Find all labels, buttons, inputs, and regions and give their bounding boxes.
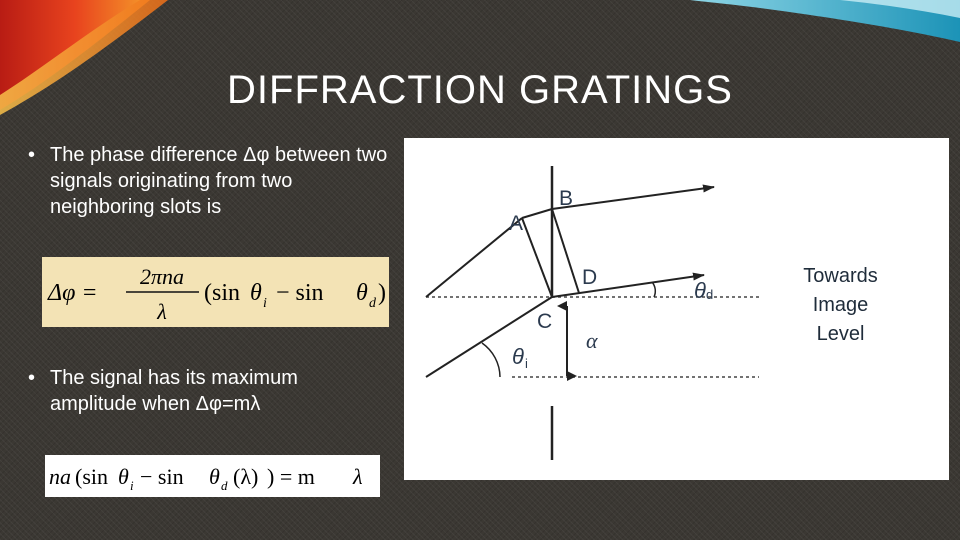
eq1-numerator: 2πna xyxy=(139,264,185,289)
eq1-theta-d: θ xyxy=(356,280,368,306)
label-b: B xyxy=(559,187,574,210)
eq2-close: ) = m xyxy=(267,464,315,489)
line-a-to-c xyxy=(522,218,552,297)
eq2-lambda: λ xyxy=(353,464,363,489)
incident-ray-upper xyxy=(426,218,522,297)
eq2-open: (sin xyxy=(75,464,108,489)
line-b-to-d xyxy=(552,209,579,293)
slide-title: DIFFRACTION GRATINGS xyxy=(227,68,733,112)
eq1-theta-i: θ xyxy=(250,280,262,306)
eq2-theta-i: θ xyxy=(118,464,129,489)
eq1-denominator: λ xyxy=(157,299,167,324)
ray-segment-a-to-b xyxy=(522,209,552,218)
eq2-theta-d: θ xyxy=(209,464,220,489)
theta-d-arc xyxy=(652,282,655,297)
towards-line-3: Level xyxy=(816,323,865,345)
eq2-minus-sin: − sin xyxy=(140,464,184,489)
bullet-maximum-amplitude-text: The signal has its maximum amplitude when Δφ=mλ xyxy=(50,367,298,415)
diffracted-ray-upper xyxy=(552,187,714,209)
eq1-lhs: Δφ = xyxy=(48,280,98,306)
incident-ray-lower xyxy=(426,297,552,377)
eq2-sub-i: i xyxy=(130,478,134,493)
theta-i-arc xyxy=(482,343,500,377)
eq1-sub-i: i xyxy=(263,296,267,311)
eq2-prefix: na xyxy=(49,464,71,489)
bullet-marker: • xyxy=(28,144,36,166)
bullet-marker: • xyxy=(28,367,36,389)
eq2-sub-d: d xyxy=(221,478,228,493)
label-d: D xyxy=(582,266,598,289)
towards-line-1: Towards xyxy=(803,265,878,287)
label-theta-d: θ xyxy=(694,278,706,303)
label-theta-d-sub: d xyxy=(706,287,714,302)
eq2-lambda-part: (λ) xyxy=(233,464,259,489)
label-theta-i: θ xyxy=(512,344,524,369)
bullet-phase-difference xyxy=(28,142,390,220)
eq1-sub-d: d xyxy=(369,296,376,311)
eq1-minus-sin: − sin xyxy=(276,280,324,306)
label-alpha: α xyxy=(586,328,598,353)
phase-difference-equation xyxy=(42,257,389,327)
label-theta-i-sub: i xyxy=(525,356,528,371)
phase-difference-equation-svg xyxy=(42,257,389,327)
eq1-close: ) xyxy=(378,280,386,306)
towards-image-level-label xyxy=(783,262,898,349)
label-c: C xyxy=(537,310,553,333)
towards-line-2: Image xyxy=(812,294,869,316)
bullet-phase-difference-text: The phase difference Δφ between two signals originating from two neighboring slots is xyxy=(50,144,388,218)
label-a: A xyxy=(509,212,524,235)
eq1-open: (sin xyxy=(204,280,240,306)
bullet-maximum-amplitude xyxy=(28,365,390,417)
maximum-condition-equation xyxy=(45,455,380,497)
maximum-condition-equation-svg xyxy=(45,455,380,497)
